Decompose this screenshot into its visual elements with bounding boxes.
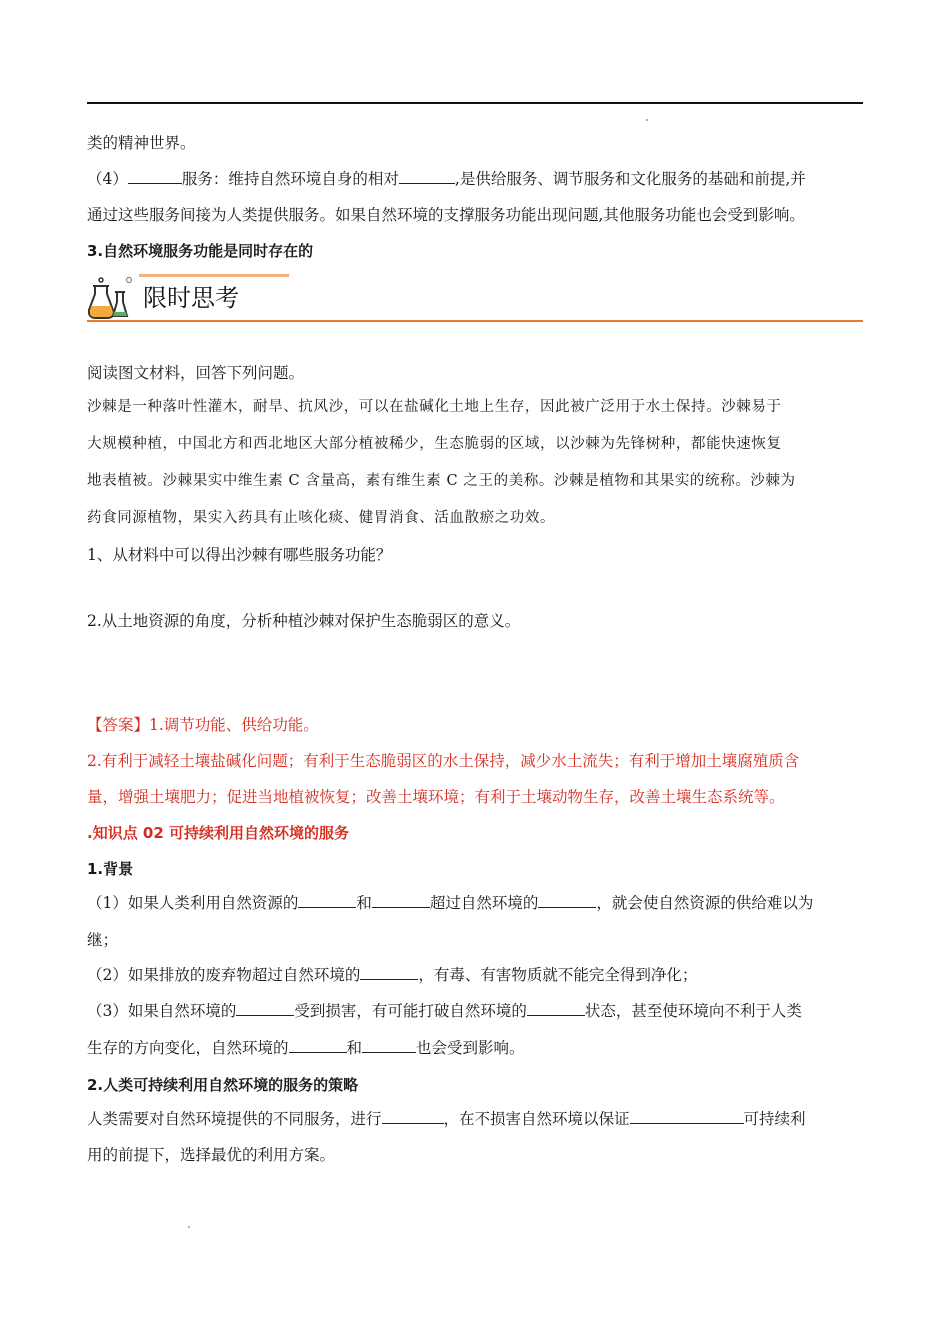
speck bbox=[646, 119, 648, 121]
fill-blank[interactable] bbox=[128, 168, 182, 184]
knowledge-point-title: .知识点 02 可持续利用自然环境的服务 bbox=[87, 824, 350, 842]
background-item-2: （2）如果排放的废弃物超过自然环境的 ，有毒、有害物质就不能完全得到净化； bbox=[87, 966, 698, 984]
answer-line: 2.有利于减轻土壤盐碱化问题；有利于生态脆弱区的水土保持，减少水土流失；有利于增加土壤腐殖质含 bbox=[87, 752, 800, 770]
answer-line: 【答案】1.调节功能、供给功能。 bbox=[87, 716, 319, 734]
fill-blank[interactable] bbox=[362, 1037, 416, 1053]
fill-blank[interactable] bbox=[382, 1108, 444, 1124]
text-line: 通过这些服务间接为人类提供服务。如果自然环境的支撑服务功能出现问题,其他服务功能也会受到影响。 bbox=[87, 206, 805, 224]
section-rule bbox=[87, 320, 863, 322]
question-1: 1、从材料中可以得出沙棘有哪些服务功能？ bbox=[87, 546, 392, 564]
question-2: 2.从土地资源的角度，分析种植沙棘对保护生态脆弱区的意义。 bbox=[87, 612, 521, 630]
section-heading: 2.人类可持续利用自然环境的服务的策略 bbox=[87, 1076, 359, 1094]
section-title: 限时思考 bbox=[143, 284, 239, 312]
item-4: （4） 服务：维持自然环境自身的相对 ,是供给服务、调节服务和文化服务的基础和前提,并 bbox=[87, 170, 806, 188]
strategy-line: 人类需要对自然环境提供的不同服务，进行 ，在不损害自然环境以保证 可持续利 bbox=[87, 1110, 806, 1128]
material-line: 地表植被。沙棘果实中维生素 C 含量高，素有维生素 C 之王的美称。沙棘是植物和其果实的统称。沙棘为 bbox=[87, 473, 796, 489]
section-heading: 3.自然环境服务功能是同时存在的 bbox=[87, 242, 314, 260]
lab-flask-icon bbox=[87, 272, 133, 320]
fill-blank[interactable] bbox=[399, 168, 455, 184]
text-line: 用的前提下，选择最优的利用方案。 bbox=[87, 1146, 336, 1164]
fill-blank[interactable] bbox=[630, 1108, 744, 1124]
answer-line: 量，增强土壤肥力；促进当地植被恢复；改善土壤环境；有利于土壤动物生存，改善土壤生态系统等。 bbox=[87, 788, 785, 806]
material-line: 大规模种植，中国北方和西北地区大部分植被稀少，生态脆弱的区域，以沙棘为先锋树种，都能快速恢复 bbox=[87, 436, 782, 452]
material-line: 沙棘是一种落叶性灌木，耐旱、抗风沙，可以在盐碱化土地上生存，因此被广泛用于水土保持。沙棘易于 bbox=[87, 399, 782, 415]
fill-blank[interactable] bbox=[360, 964, 418, 980]
material-line: 药食同源植物，果实入药具有止咳化痰、健胃消食、活血散瘀之功效。 bbox=[87, 510, 556, 526]
reading-prompt: 阅读图文材料，回答下列问题。 bbox=[87, 364, 305, 382]
background-item-3-cont: 生存的方向变化，自然环境的 和 也会受到影响。 bbox=[87, 1039, 525, 1057]
fill-blank[interactable] bbox=[236, 1000, 294, 1016]
fill-blank[interactable] bbox=[298, 892, 356, 908]
section-heading: 1.背景 bbox=[87, 860, 134, 878]
header-rule bbox=[87, 102, 863, 104]
answer-label: 【答案】 bbox=[87, 716, 150, 734]
speck bbox=[188, 1226, 190, 1228]
text-line: 类的精神世界。 bbox=[87, 134, 196, 152]
fill-blank[interactable] bbox=[538, 892, 596, 908]
title-accent bbox=[139, 274, 289, 277]
fill-blank[interactable] bbox=[289, 1037, 347, 1053]
background-item-1: （1）如果人类利用自然资源的 和 超过自然环境的 ，就会使自然资源的供给难以为 bbox=[87, 894, 814, 912]
fill-blank[interactable] bbox=[527, 1000, 585, 1016]
think-section-header bbox=[87, 270, 863, 324]
background-item-3: （3）如果自然环境的 受到损害，有可能打破自然环境的 状态，甚至使环境向不利于人类 bbox=[87, 1002, 802, 1020]
text-line: 继； bbox=[87, 931, 119, 949]
fill-blank[interactable] bbox=[372, 892, 430, 908]
